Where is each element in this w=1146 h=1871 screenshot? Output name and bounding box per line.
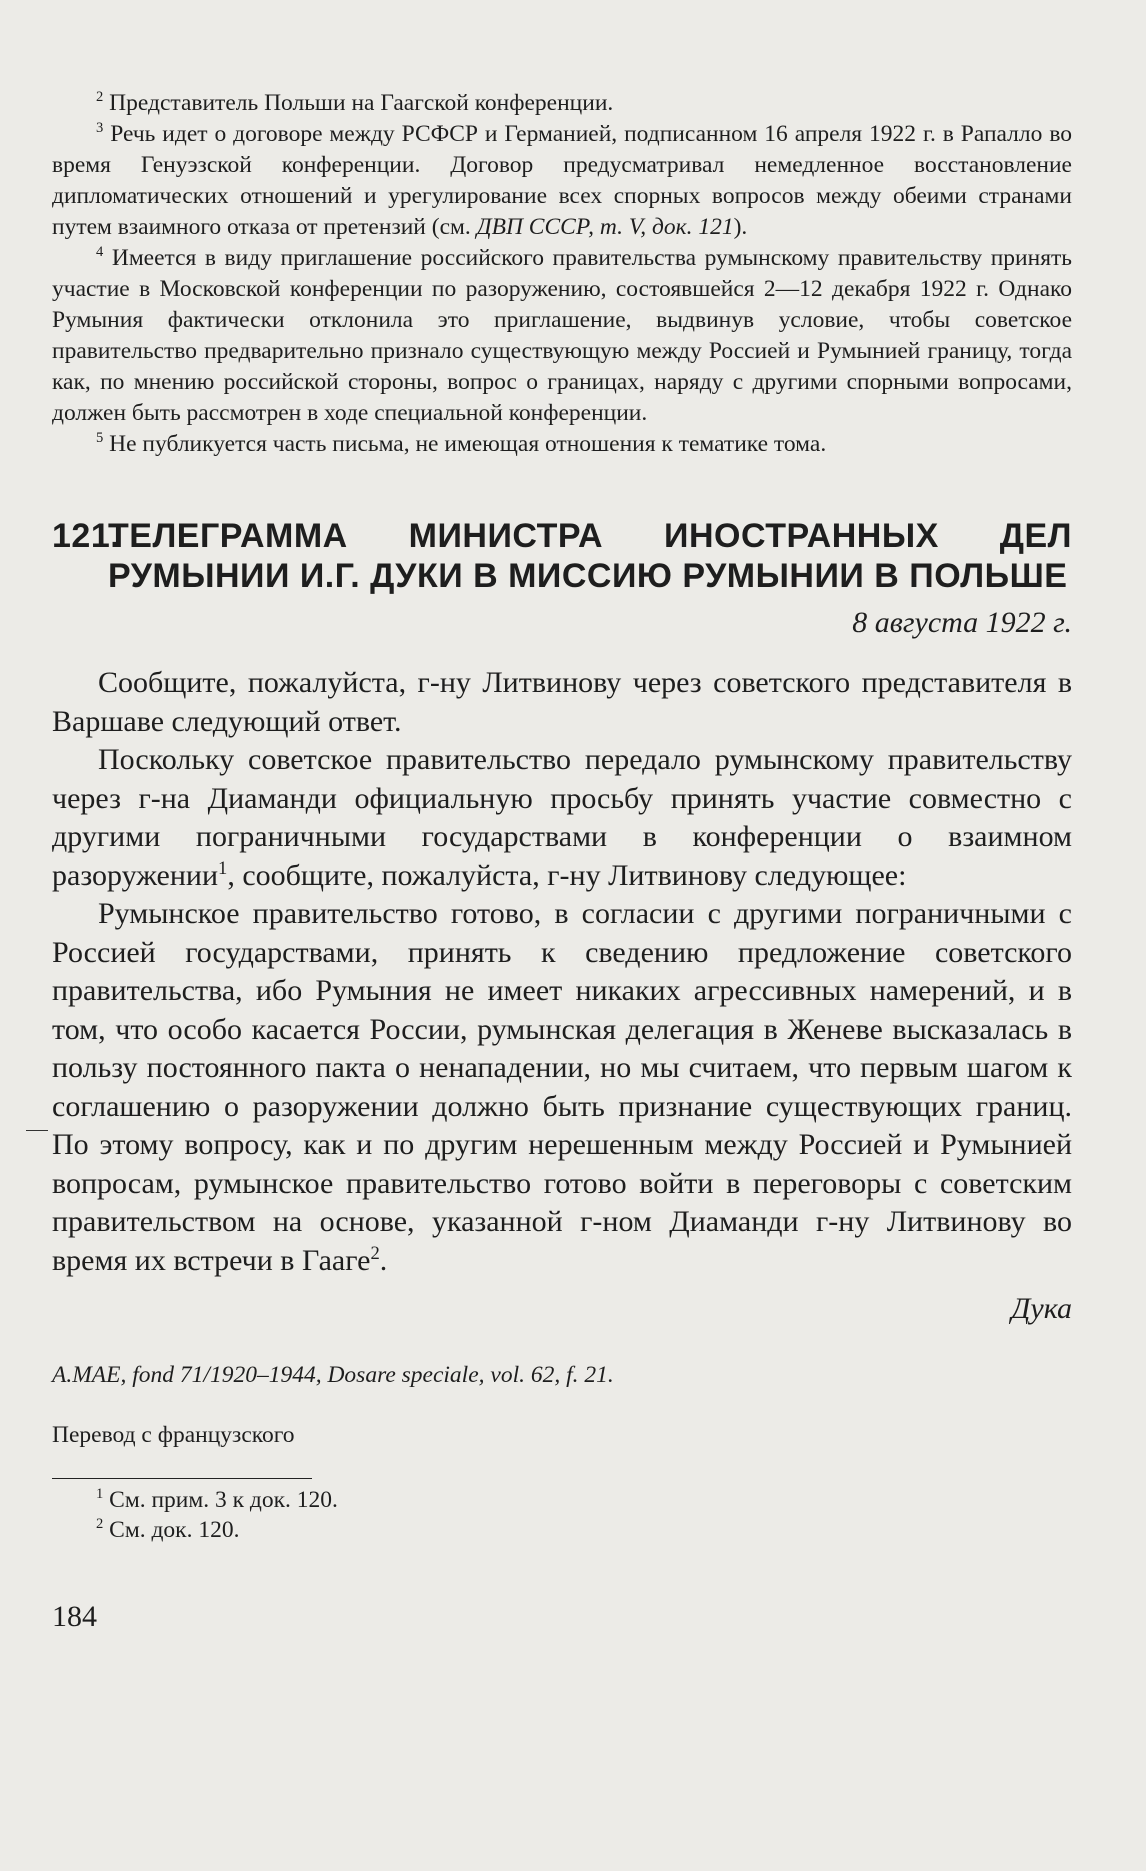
footnote-marker: 5 <box>96 430 104 447</box>
document-number: 121. <box>52 517 121 555</box>
paragraph-3-text: Румынское правительство готово, в согласии с другими пограничными с Россией государствами, принять к сведению предложение советского правительства, ибо Румыния не имеет никаких агрессивных намерений, и в том, что особо касается России, румынская делегация в Женеве высказалась в пользу постоянного пакта о ненападении, но мы считаем, что первым шагом к соглашению о разоружении должно быть признание существующих границ. По этому вопросу, как и по другим нерешенным между Россией и Румынией вопросам, румынское правительство готово войти в переговоры с советским правительством на основе, указанной г-ном Диаманди г-ну Литвинову во время их встречи в Гааге <box>52 897 1072 1277</box>
footnote-text: Речь идет о договоре между РСФСР и Германией, подписанном 16 апреля 1922 г. в Рапалло во время Генуэзской конференции. Договор предусматривал немедленное восстановление дипломатических отношений и урегулирование всех спорных вопросов между обеими странами путем взаимного отказа от претензий (см. <box>52 121 1073 240</box>
footnote-tail: ). <box>733 214 748 240</box>
page-number: 184 <box>52 1600 97 1633</box>
paragraph-1: Сообщите, пожалуйста, г-ну Литвинову через советского представителя в Варшаве следующий ответ. <box>52 666 1072 738</box>
endnote-marker: 2 <box>96 1516 104 1533</box>
footnote-marker: 3 <box>96 120 104 137</box>
footnote-text: Представитель Польши на Гаагской конференции. <box>109 90 614 116</box>
document-title-text: ТЕЛЕГРАММА МИНИСТРА ИНОСТРАННЫХ ДЕЛ РУМЫНИИ И.Г. ДУКИ В МИССИЮ РУМЫНИИ В ПОЛЬШЕ <box>108 517 1072 595</box>
paragraph-3 <box>52 895 1072 1280</box>
book-page <box>52 88 1072 1635</box>
footnote-5 <box>52 429 1072 460</box>
footnote-2 <box>52 88 1072 119</box>
footnote-text: Не публикуется часть письма, не имеющая отношения к тематике тома. <box>109 431 827 457</box>
paragraph-2 <box>52 741 1072 895</box>
footnote-4 <box>52 243 1072 429</box>
endnote-text: См. прим. 3 к док. 120. <box>109 1487 338 1513</box>
footnote-text: Имеется в виду приглашение российского правительства румынскому правительству принять участие в Московской конференции по разоружению, состоявшейся 2—12 декабря 1922 г. Однако Румыния фактически отклонила это приглашение, выдвинув условие, чтобы советское правительство предварительно признало существующую между Россией и Румынией границу, тогда как, по мнению российской стороны, вопрос о границах, наряду с другими спорными вопросами, должен быть рассмотрен в ходе специальной конференции. <box>52 245 1072 426</box>
archive-source: A.MAE, fond 71/1920–1944, Dosare speciale, vol. 62, f. 21. <box>52 1362 614 1388</box>
document-date: 8 августа 1922 г. <box>852 606 1072 639</box>
footnote-reference: ДВП СССР, т. V, док. 121 <box>476 214 734 240</box>
footnote-marker: 2 <box>96 89 104 106</box>
document-title <box>52 516 1072 596</box>
endnote-marker: 1 <box>96 1486 104 1503</box>
note-marker: 1 <box>218 857 228 879</box>
endnote-2 <box>52 1515 1072 1545</box>
signature: Дука <box>1011 1292 1072 1325</box>
footnote-marker: 4 <box>96 244 104 261</box>
paragraph-2-tail: , сообщите, пожалуйста, г-ну Литвинову следующее: <box>227 858 907 892</box>
endnote-text: См. док. 120. <box>109 1517 240 1543</box>
footnote-divider <box>52 1478 312 1479</box>
note-marker: 2 <box>370 1242 380 1264</box>
paragraph-2-text: Поскольку советское правительство передало румынскому правительству через г-на Диаманди официальную просьбу принять участие совместно с другими пограничными государствами в конференции о взаимном разоружении <box>52 743 1072 892</box>
margin-mark <box>26 1130 48 1131</box>
paragraph-3-tail: . <box>379 1243 388 1277</box>
translation-note: Перевод с французского <box>52 1422 295 1448</box>
endnote-1 <box>52 1485 1072 1515</box>
footnote-3 <box>52 119 1072 243</box>
